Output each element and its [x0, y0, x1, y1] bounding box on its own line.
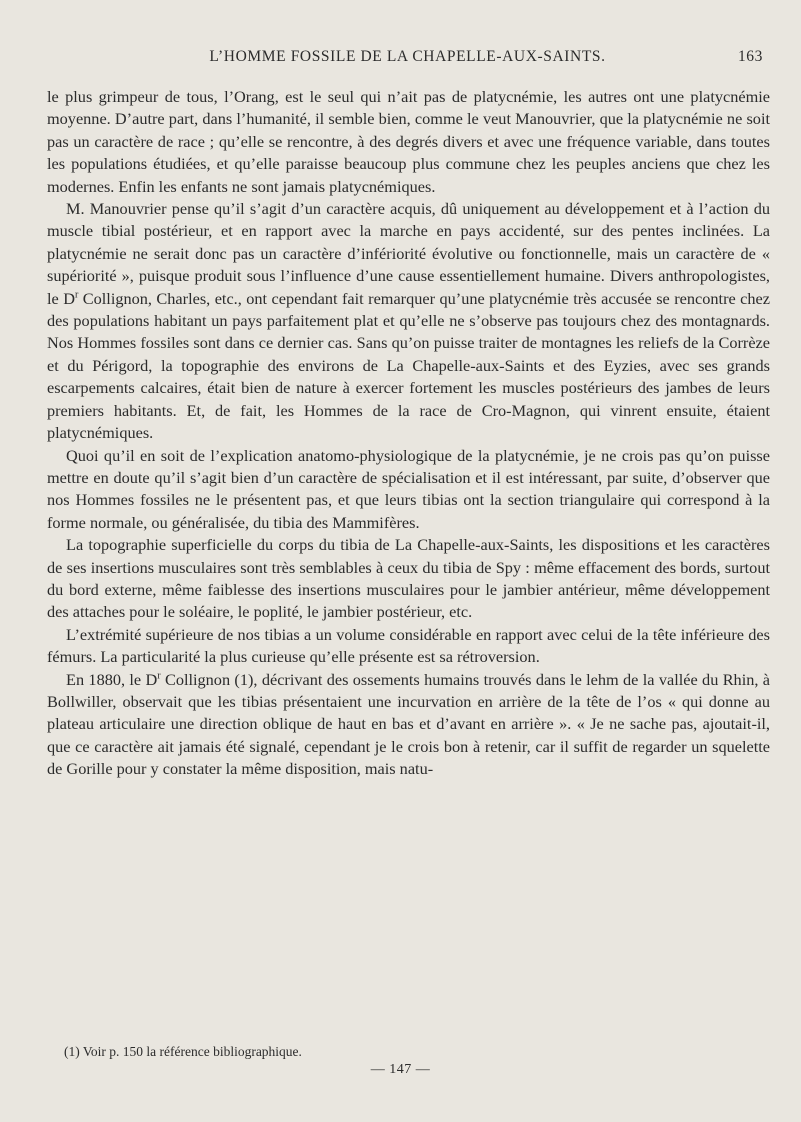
footer-page-number: — 147 — — [370, 1062, 431, 1077]
paragraph-6-part-a: En 1880, le D — [66, 669, 158, 689]
paragraph-5: L’extrémité supérieure de nos tibias a un volume considérable en rapport avec celui de la tête inférieure des fémurs. La particularité la plus curieuse qu’elle présente est sa rétroversion. — [47, 624, 770, 667]
footnote: (1) Voir p. 150 la référence bibliographique. — [64, 1044, 302, 1059]
running-title: L’HOMME FOSSILE DE LA CHAPELLE-AUX-SAINTS. — [209, 48, 606, 65]
running-header — [52, 48, 763, 72]
paragraph-2-part-b: Collignon, Charles, etc., ont cependant fait remarquer qu’une platycnémie très accusée se rencontre chez des populations habitant un pays parfaitement plat et qu’elle ne s’observe pas toujours chez des montagnards. Nos Hommes fossiles sont dans ce dernier cas. Sans qu’on puisse traiter de montagnes les reliefs de la Corrèze et du Périgord, la topographie des environs de La Chapelle-aux-Saints et des Eyzies, avec ses grands escarpements calcaires, était bien de nature à exercer fortement les muscles postérieurs des jambes de leurs premiers habitants. Et, de fait, les Hommes de la race de Cro-Magnon, qui vinrent ensuite, étaient platycnémiques. — [47, 288, 770, 443]
paragraph-4: La topographie superficielle du corps du tibia de La Chapelle-aux-Saints, les dispositions et les caractères de ses insertions musculaires sont très semblables à ceux du tibia de Spy : même effacement des bords, surtout du bord externe, même faiblesse des insertions musculaires pour le jambier antérieur, même développement des attaches pour le soléaire, le poplité, le jambier postérieur, etc. — [47, 535, 770, 622]
paragraph-2-part-a: M. Manouvrier pense qu’il s’agit d’un caractère acquis, dû uniquement au développement et à l’action du muscle tibial postérieur, et en rapport avec la marche en pays accidenté, sur des pentes inclinées. La platycnémie ne serait donc pas un caractère d’infériorité évolutive ou fonctionnelle, mais un caractère de « supériorité », puisque produit sous l’influence d’une cause essentiellement humaine. Divers anthropologistes, le D — [47, 199, 770, 308]
paragraph-1: le plus grimpeur de tous, l’Orang, est le seul qui n’ait pas de platycnémie, les autres ont une platycnémie moyenne. D’autre part, dans l’humanité, il semble bien, comme le veut Manouvrier, que la platycnémie ne soit pas un caractère de race ; qu’elle se rencontre, à des degrés divers et avec une fréquence variable, dans toutes les populations étudiées, et qu’elle paraisse beaucoup plus commune chez les peuples anciens que chez les modernes. Enfin les enfants ne sont jamais platycnémiques. — [47, 87, 770, 196]
doctor-superscript: r — [157, 670, 161, 682]
paragraph-6 — [47, 669, 770, 781]
paragraph-2 — [47, 198, 770, 444]
body-text — [47, 86, 770, 781]
paragraph-6-part-b: Collignon (1), décrivant des ossements humains trouvés dans le lehm de la vallée du Rhin, à Bollwiller, observait que les tibias présentaient une incurvation en arrière de la tête de l’os « qui donne au plateau articulaire une direction oblique de haut en bas et d’avant en arrière ». « Je ne sache pas, ajoutait-il, que ce caractère ait jamais été signalé, cependant je le crois bon à retenir, car il suffit de regarder un squelette de Gorille pour y constater la même disposition, mais natu- — [47, 669, 770, 779]
doctor-superscript: r — [74, 289, 79, 301]
page-number: 163 — [737, 48, 763, 65]
paragraph-3: Quoi qu’il en soit de l’explication anatomo-physiologique de la platycnémie, je ne crois pas qu’on puisse mettre en doute qu’il s’agit bien d’un caractère de spécialisation et il est intéressant, par suite, d’observer que nos Hommes fossiles ne le présentent pas, et que leurs tibias ont la section triangulaire qui correspond à la forme normale, ou généralisée, du tibia des Mammifères. — [47, 445, 770, 532]
